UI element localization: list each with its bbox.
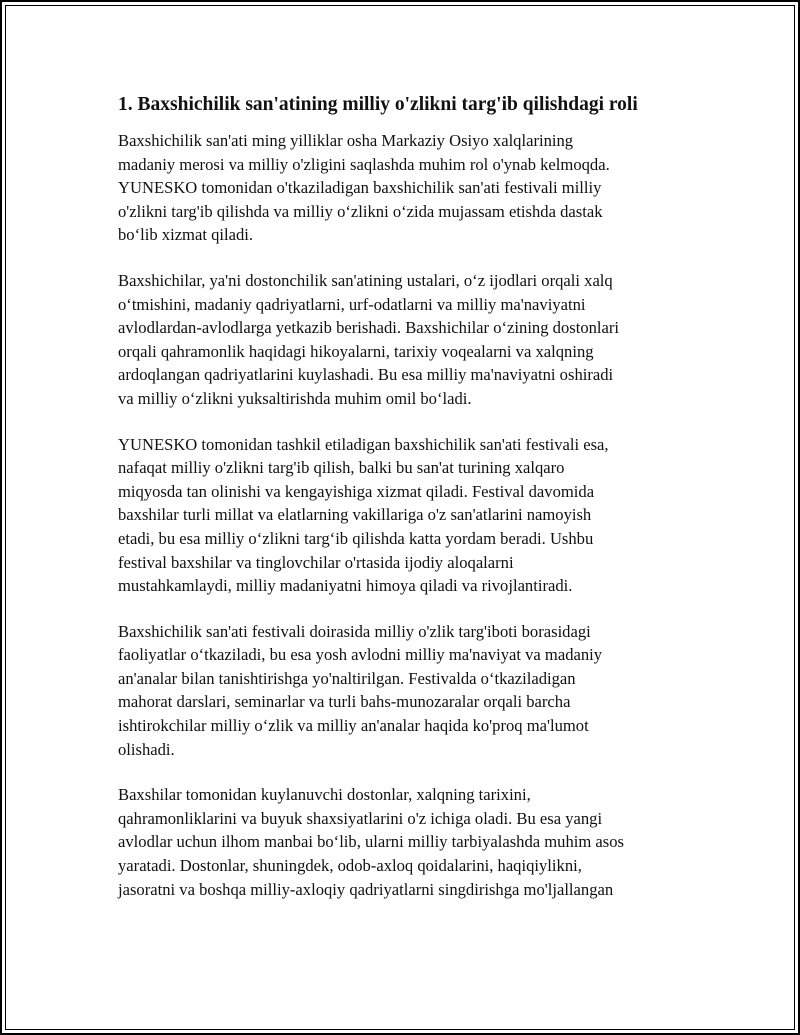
- text-line: festival baxshilar va tinglovchilar o'rtasida ijodiy aloqalarni: [118, 552, 514, 572]
- text-line: etadi, bu esa milliy o‘zlikni targ‘ib qilishda katta yordam beradi. Ushbu: [118, 528, 594, 548]
- text-line: an'analar bilan tanishtirishga yo'naltirilgan. Festivalda o‘tkaziladigan: [118, 668, 576, 688]
- text-line: Baxshichilik san'ati festivali doirasida milliy o'zlik targ'iboti borasidagi: [118, 621, 591, 641]
- section-heading: 1. Baxshichilik san'atining milliy o'zlikni targ'ib qilishdagi roli: [118, 94, 638, 115]
- text-line: YUNESKO tomonidan o'tkaziladigan baxshichilik san'ati festivali milliy: [118, 178, 602, 198]
- text-line: Baxshichilik san'ati ming yilliklar osha Markaziy Osiyo xalqlarining: [118, 131, 574, 150]
- text-line: bo‘lib xizmat qiladi.: [118, 225, 254, 245]
- text-line: ishtirokchilar milliy o‘zlik va milliy an'analar haqida ko'proq ma'lumot: [118, 716, 589, 736]
- text-line: Baxshilar tomonidan kuylanuvchi dostonlar, xalqning tarixini,: [118, 785, 531, 805]
- paragraph-1: [118, 129, 686, 247]
- text-line: o‘tmishini, madaniy qadriyatlarni, urf-odatlarni va milliy ma'naviyatni: [118, 294, 586, 314]
- text-line: olishadi.: [118, 739, 175, 759]
- paragraph-5: [118, 783, 686, 901]
- text-line: avlodlar uchun ilhom manbai bo‘lib, ularni milliy tarbiyalashda muhim asos: [118, 832, 625, 852]
- text-line: baxshilar turli millat va elatlarning vakillariga o'z san'atlarini namoyish: [118, 505, 592, 525]
- text-line: yaratadi. Dostonlar, shuningdek, odob-axloq qoidalarini, haqiqiylikni,: [118, 856, 582, 876]
- text-line: nafaqat milliy o'zlikni targ'ib qilish, balki bu san'at turining xalqaro: [118, 458, 565, 478]
- text-line: YUNESKO tomonidan tashkil etiladigan baxshichilik san'ati festivali esa,: [118, 434, 609, 454]
- text-line: ardoqlangan qadriyatlarini kuylashadi. Bu esa milliy ma'naviyatni oshiradi: [118, 365, 614, 385]
- text-line: o'zlikni targ'ib qilishda va milliy o‘zlikni o‘zida mujassam etishda dastak: [118, 201, 603, 221]
- paragraph-3: [118, 433, 686, 598]
- text-line: qahramonliklarini va buyuk shaxsiyatlarini o'z ichiga oladi. Bu esa yangi: [118, 808, 603, 828]
- text-line: mustahkamlaydi, milliy madaniyatni himoya qiladi va rivojlantiradi.: [118, 576, 573, 596]
- paragraph-2: [118, 269, 686, 411]
- text-line: madaniy merosi va milliy o'zligini saqlashda muhim rol o'ynab kelmoqda.: [118, 154, 610, 174]
- paragraph-4: [118, 620, 686, 762]
- text-line: Baxshichilar, ya'ni dostonchilik san'atining ustalari, o‘z ijodlari orqali xalq: [118, 270, 613, 290]
- text-line: mahorat darslari, seminarlar va turli bahs-munozaralar orqali barcha: [118, 692, 571, 712]
- text-line: va milliy o‘zlikni yuksaltirishda muhim omil bo‘ladi.: [118, 388, 472, 408]
- text-line: faoliyatlar o‘tkaziladi, bu esa yosh avlodni milliy ma'naviyat va madaniy: [118, 645, 603, 665]
- text-line: orqali qahramonlik haqidagi hikoyalarni, tarixiy voqealarni va xalqning: [118, 341, 594, 361]
- text-line: avlodlardan-avlodlarga yetkazib berishadi. Baxshichilar o‘zining dostonlari: [118, 318, 620, 338]
- text-line: jasoratni va boshqa milliy-axloqiy qadriyatlarni singdirishga mo'ljallangan: [118, 879, 614, 899]
- text-line: miqyosda tan olinishi va kengayishiga xizmat qiladi. Festival davomida: [118, 481, 595, 501]
- document-body: [118, 92, 686, 923]
